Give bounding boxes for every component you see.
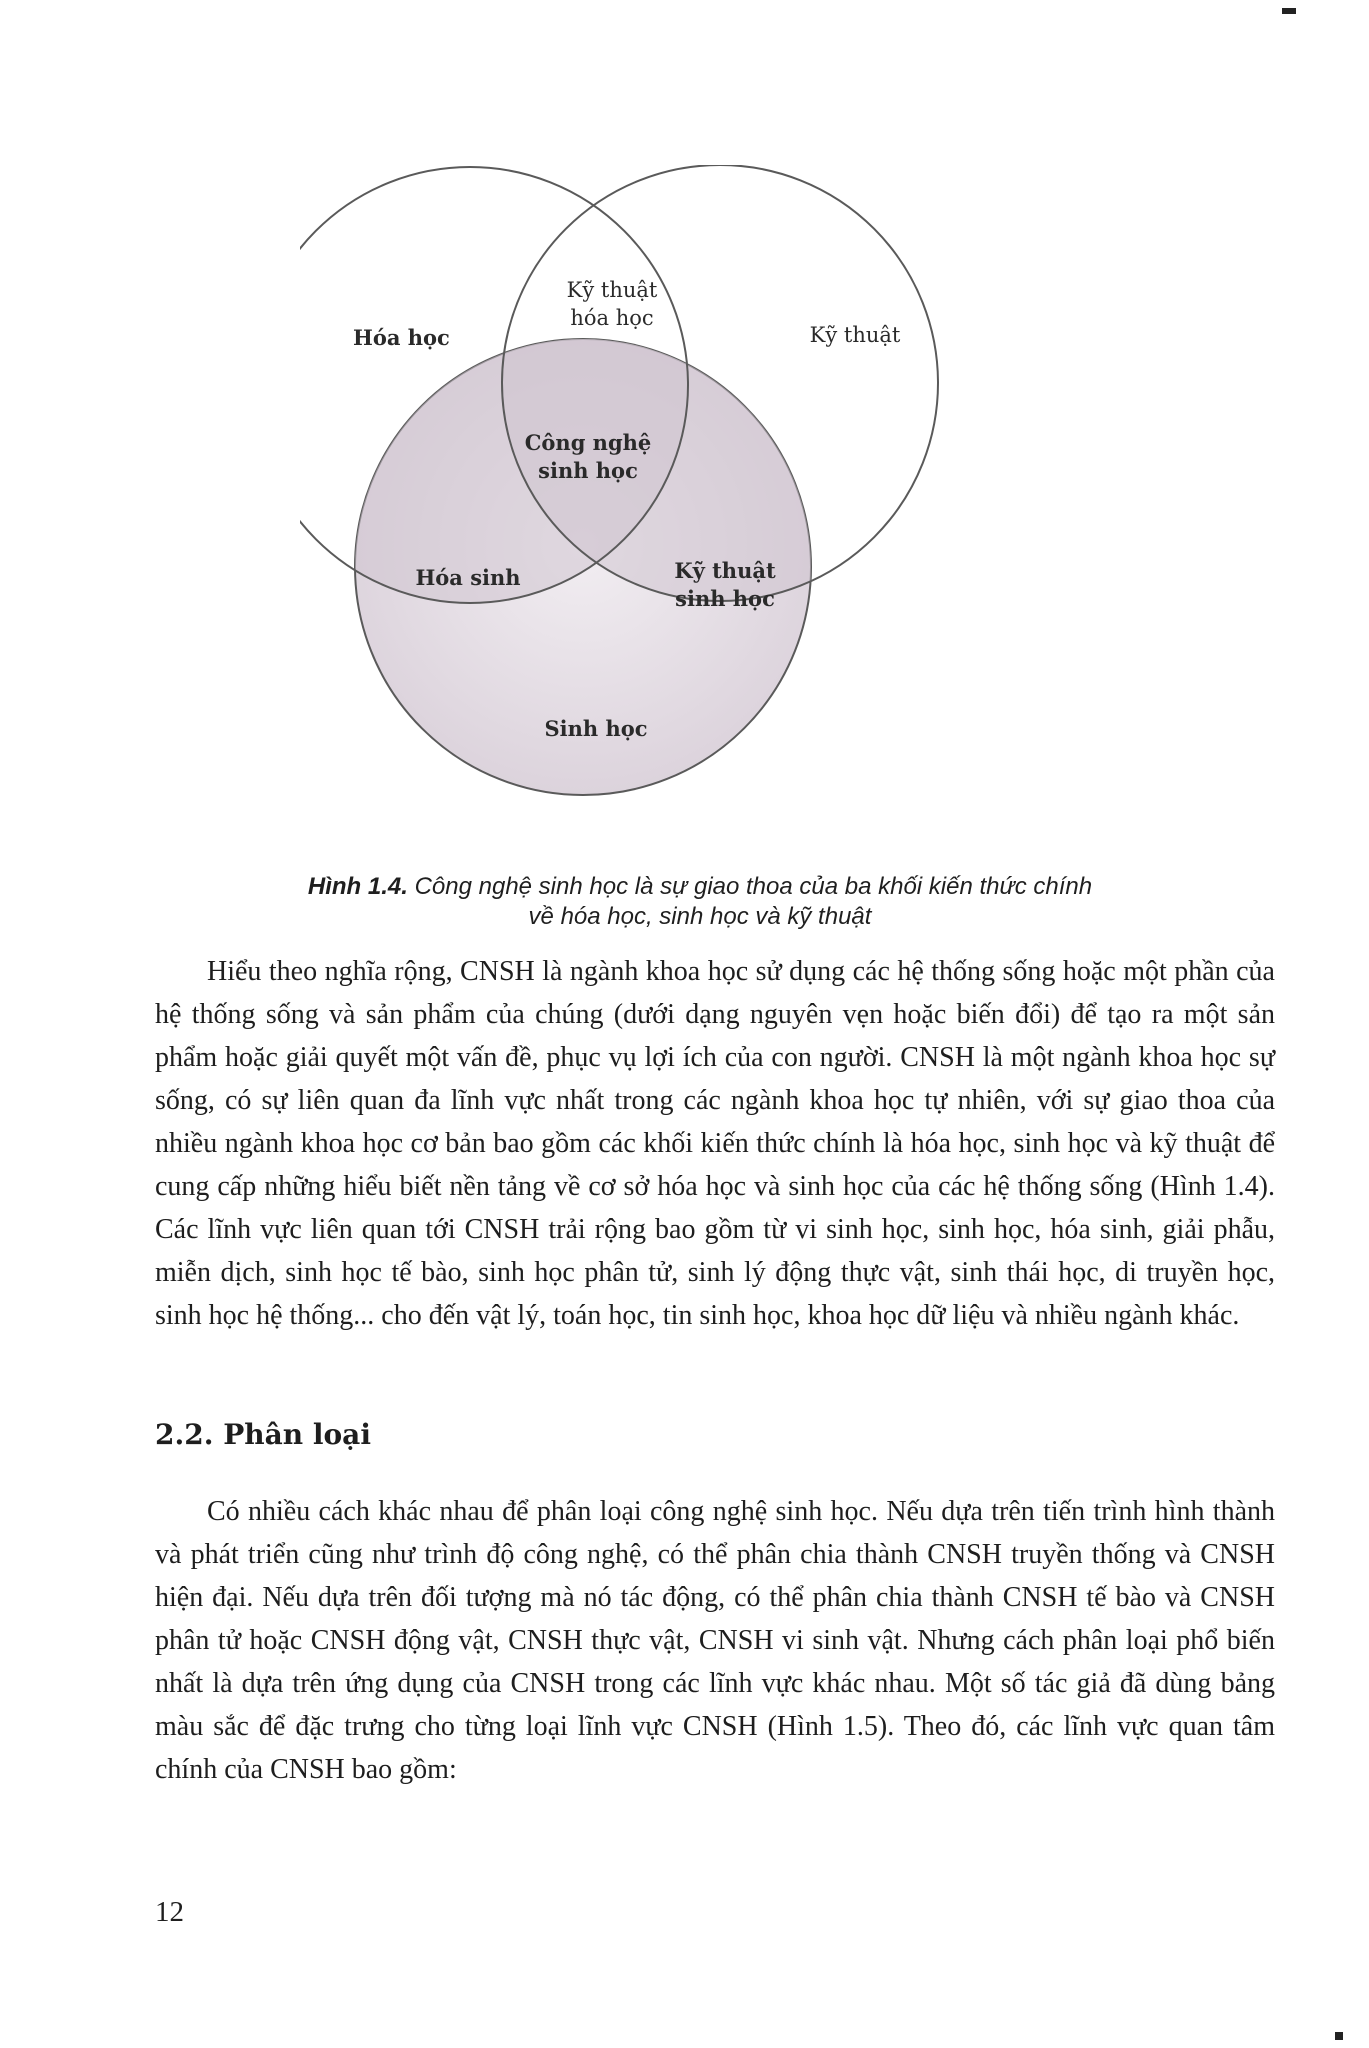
caption-text-2: về hóa học, sinh học và kỹ thuật: [528, 903, 872, 930]
section-heading: 2.2. Phân loại: [155, 1418, 371, 1451]
label-chemical-engineering-1: Kỹ thuật: [566, 278, 658, 302]
label-chemistry: Hóa học: [353, 325, 450, 350]
label-chemical-engineering-2: hóa học: [570, 306, 654, 330]
label-biotech-2: sinh học: [538, 458, 638, 483]
label-bioengineering-2: sinh học: [675, 586, 775, 611]
label-engineering: Kỹ thuật: [809, 323, 901, 347]
paragraph-definition: Hiểu theo nghĩa rộng, CNSH là ngành khoa học sử dụng các hệ thống sống hoặc một phần của hệ thống sống và sản phẩm của chúng (dưới dạng nguyên vẹn hoặc biến đổi) để tạo ra một sản phẩm hoặc giải quyết một vấn đề, phục vụ lợi ích của con người. CNSH là một ngành khoa học sự sống, có sự liên quan đa lĩnh vực nhất trong các ngành khoa học tự nhiên, với sự giao thoa của nhiều ngành khoa học cơ bản bao gồm các khối kiến thức chính là hóa học, sinh học và kỹ thuật để cung cấp những hiểu biết nền tảng về cơ sở hóa học và sinh học của các hệ thống sống (Hình 1.4). Các lĩnh vực liên quan tới CNSH trải rộng bao gồm từ vi sinh học, sinh học, hóa sinh, giải phẫu, miễn dịch, sinh học tế bào, sinh học phân tử, sinh lý động thực vật, sinh thái học, di truyền học, sinh học hệ thống... cho đến vật lý, toán học, tin sinh học, khoa học dữ liệu và nhiều ngành khác.: [155, 956, 1275, 1331]
scan-mark-top: [1282, 8, 1296, 14]
venn-diagram: [300, 165, 1080, 835]
caption-line-1: [200, 872, 1200, 902]
page-number: 12: [155, 1896, 184, 1928]
label-biology: Sinh học: [544, 716, 648, 741]
caption-text-1: Công nghệ sinh học là sự giao thoa của ba khối kiến thức chính: [414, 873, 1093, 900]
paragraph-classification: Có nhiều cách khác nhau để phân loại công nghệ sinh học. Nếu dựa trên tiến trình hình thành và phát triển cũng như trình độ công nghệ, có thể phân chia thành CNSH truyền thống và CNSH hiện đại. Nếu dựa trên đối tượng mà nó tác động, có thể phân chia thành CNSH tế bào và CNSH phân tử hoặc CNSH động vật, CNSH thực vật, CNSH vi sinh vật. Nhưng cách phân loại phổ biến nhất là dựa trên ứng dụng của CNSH trong các lĩnh vực khác nhau. Một số tác giả đã dùng bảng màu sắc để đặc trưng cho từng loại lĩnh vực CNSH (Hình 1.5). Theo đó, các lĩnh vực quan tâm chính của CNSH bao gồm:: [155, 1496, 1275, 1785]
scan-mark-bottom: [1335, 2032, 1343, 2040]
caption-lead: Hình 1.4.: [307, 873, 408, 900]
label-bioengineering-1: Kỹ thuật: [674, 558, 776, 583]
label-biotech-1: Công nghệ: [524, 430, 652, 455]
label-biochemistry: Hóa sinh: [415, 565, 521, 590]
figure-caption: [200, 872, 1200, 932]
